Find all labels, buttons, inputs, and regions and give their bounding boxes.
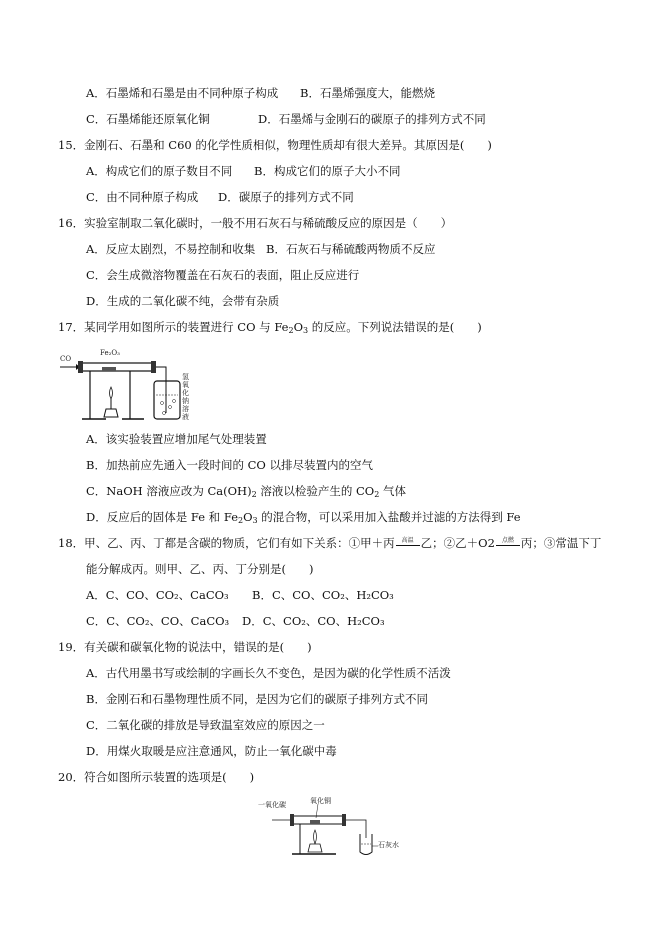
q18-stem-mid2: 丙；③常温下丁 — [520, 536, 602, 550]
q17-fig-fe2o3-label: Fe₂O₃ — [100, 349, 120, 357]
q18-reaction-arrow-1 — [395, 537, 421, 551]
q16-option-b: B．石灰石与稀硫酸两物质不反应 — [266, 242, 436, 256]
q17-option-d-sub2: 2 — [238, 516, 244, 525]
q17-stem-post: 的反应。下列说法错误的是( ) — [308, 320, 482, 334]
q17-option-c-sub2a: 2 — [251, 490, 257, 499]
q20-stem: 20．符合如图所示装置的选项是( ) — [58, 770, 255, 784]
q15-stem: 15．金刚石、石墨和 C60 的化学性质相似，物理性质却有很大差异。其原因是( ) — [58, 138, 492, 152]
q15-option-d: D．碳原子的排列方式不同 — [218, 190, 354, 204]
q17-option-c-post: 气体 — [379, 484, 406, 498]
q20-apparatus-figure — [258, 794, 408, 858]
q16-option-c: C．会生成微溶物覆盖在石灰石的表面，阻止反应进行 — [86, 268, 360, 282]
q17-option-d-post: 的混合物，可以采用加入盐酸并过滤的方法得到 Fe — [257, 510, 521, 524]
q17-apparatus-svg — [60, 343, 190, 423]
q16-stem: 16．实验室制取二氧化碳时，一般不用石灰石与稀硫酸反应的原因是（ ） — [58, 216, 453, 230]
q18-option-b: B．C、CO、CO₂、H₂CO₃ — [252, 588, 394, 602]
q17-option-d-pre: D．反应后的固体是 Fe 和 Fe — [86, 510, 238, 524]
q18-stem-line2: 能分解成丙。则甲、乙、丙、丁分别是( ) — [86, 562, 314, 576]
q20-fig-lime-label: 石灰水 — [378, 841, 399, 849]
q18-reaction-arrow-2 — [495, 537, 521, 551]
q16-option-a: A．反应太剧烈，不易控制和收集 — [86, 242, 256, 256]
q17-option-a: A．该实验装置应增加尾气处理装置 — [86, 432, 267, 446]
q14-option-d: D．石墨烯与金刚石的碳原子的排列方式不同 — [258, 112, 486, 126]
q18-condition-high-temp: 高温 — [401, 537, 414, 544]
q17-option-d — [86, 510, 521, 524]
q17-option-b: B．加热前应先通入一段时间的 CO 以排尽装置内的空气 — [86, 458, 373, 472]
q17-stem-pre: 17．某同学用如图所示的装置进行 CO 与 Fe — [58, 320, 289, 334]
q19-stem: 19．有关碳和碳氧化物的说法中，错误的是( ) — [58, 640, 312, 654]
q17-stem-sub2: 2 — [288, 326, 294, 335]
q18-stem-mid1: 乙；②乙＋O2 — [420, 536, 495, 550]
q18-condition-ignite: 点燃 — [501, 537, 514, 544]
q17-stem — [58, 320, 482, 334]
q17-apparatus-figure — [60, 343, 190, 423]
q17-option-c-sub2b: 2 — [374, 490, 380, 499]
q20-fig-co-label: 一氧化碳 — [258, 801, 286, 809]
q18-stem-pre: 18．甲、乙、丙、丁都是含碳的物质，它们有如下关系：①甲＋丙 — [58, 536, 395, 550]
q14-option-b: B．石墨烯强度大，能燃烧 — [300, 86, 435, 100]
q19-option-a: A．古代用墨书写或绘制的字画长久不变色，是因为碳的化学性质不活泼 — [86, 666, 451, 680]
q17-fig-naoh-label: 氢氧化钠溶液 — [182, 373, 189, 421]
q17-fig-co-label: CO — [60, 355, 72, 363]
q17-option-d-sub3: 3 — [252, 516, 258, 525]
q17-option-d-o: O — [243, 510, 253, 524]
q18-stem-line1 — [58, 536, 601, 551]
q20-fig-cuo-label: 氧化铜 — [310, 797, 331, 805]
q17-option-c — [86, 484, 406, 498]
q18-option-c: C．C、CO₂、CO、CaCO₃ — [86, 614, 230, 628]
q17-option-c-mid: 溶液以检验产生的 CO — [256, 484, 375, 498]
q15-option-b: B．构成它们的原子大小不同 — [254, 164, 401, 178]
q17-stem-sub3: 3 — [303, 326, 309, 335]
q14-option-a: A．石墨烯和石墨是由不同种原子构成 — [86, 86, 279, 100]
q19-option-d: D．用煤火取暖是应注意通风，防止一氧化碳中毒 — [86, 744, 337, 758]
q17-option-c-pre: C．NaOH 溶液应改为 Ca(OH) — [86, 484, 252, 498]
q18-option-a: A．C、CO、CO₂、CaCO₃ — [86, 588, 229, 602]
q15-option-c: C．由不同种原子构成 — [86, 190, 199, 204]
q17-stem-o: O — [293, 320, 304, 334]
q18-option-d: D．C、CO₂、CO、H₂CO₃ — [242, 614, 385, 628]
q16-option-d: D．生成的二氧化碳不纯，会带有杂质 — [86, 294, 280, 308]
q15-option-a: A．构成它们的原子数目不同 — [86, 164, 233, 178]
q14-option-c: C．石墨烯能还原氧化铜 — [86, 112, 210, 126]
q19-option-b: B．金刚石和石墨物理性质不同，是因为它们的碳原子排列方式不同 — [86, 692, 428, 706]
q19-option-c: C．二氧化碳的排放是导致温室效应的原因之一 — [86, 718, 325, 732]
